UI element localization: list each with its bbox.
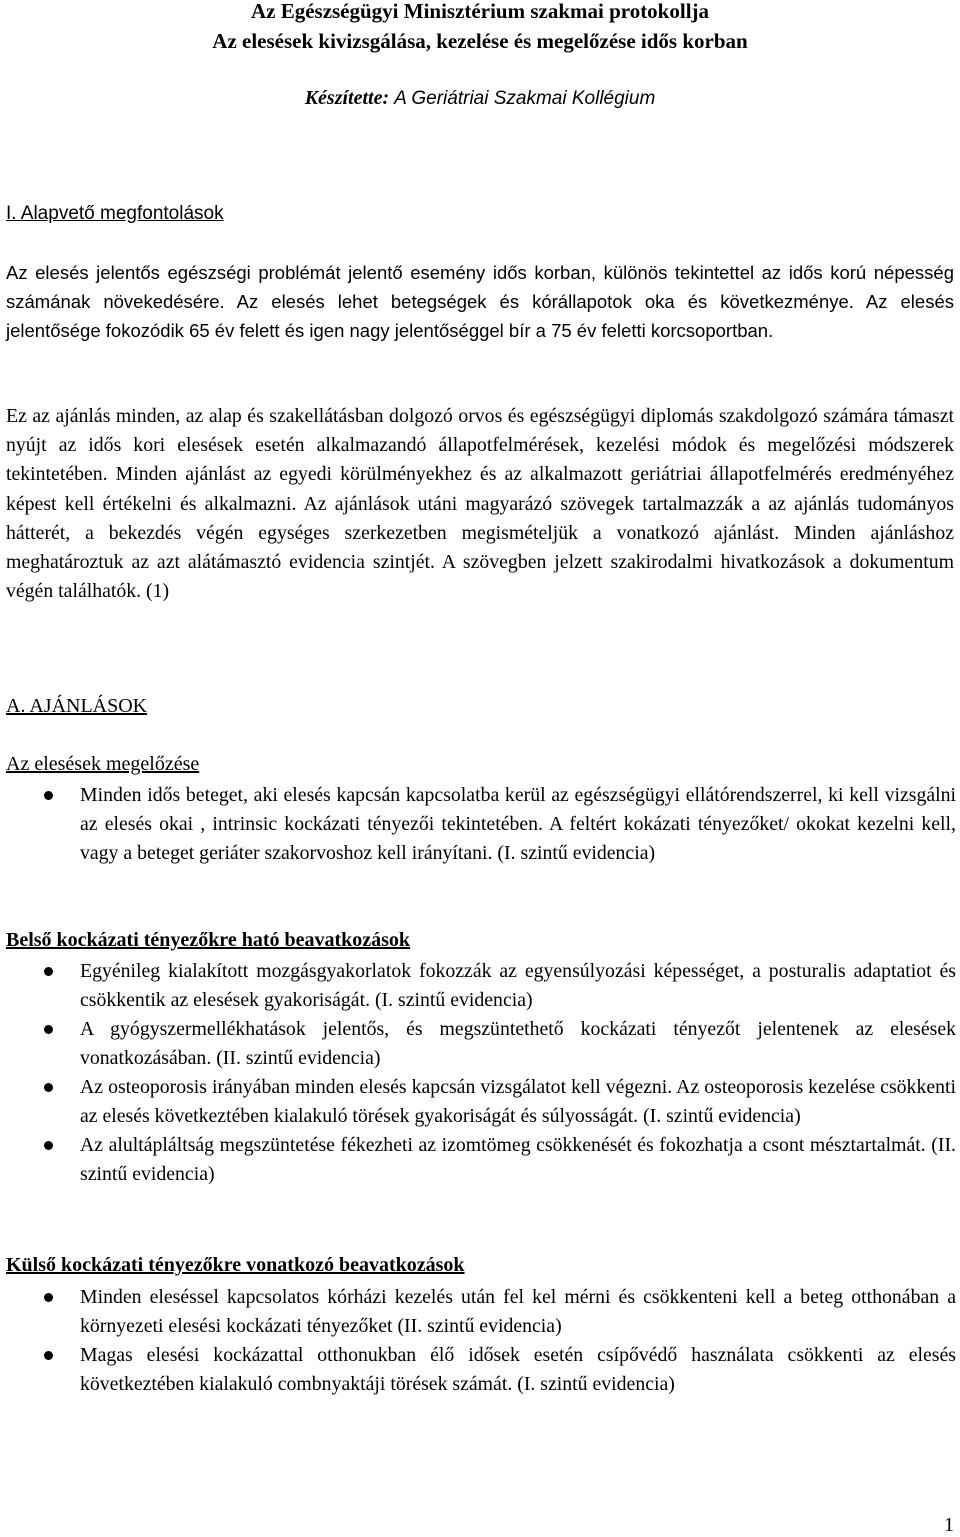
list-item: Minden idős beteget, aki elesés kapcsán kapcsolatba kerül az egészségügyi ellátórendszerrel, ki kell vizsgálni az elesés okai , intrinsic kockázati tényezői tekintetében. A feltért kokázati tényezőket/ okokat kezelni kell, vagy a beteget geriáter szakorvoshoz kell irányítani. (I. szintű evidencia) [80, 781, 956, 868]
list-item: Magas elesési kockázattal otthonukban élő idősek esetén csípővédő használata csökkenti az elesés következtében kialakuló combnyaktáji törések számát. (I. szintű evidencia) [80, 1341, 956, 1399]
document-subtitle: Az elesések kivizsgálása, kezelése és megelőzése idős korban [212, 29, 748, 53]
intro-paragraph: Az elesés jelentős egészségi problémát jelentő esemény idős korban, különös tekintettel az idős korú népesség számának növekedésére. Az elesés lehet betegségek és kórállapotok oka és következménye. Az elesés jelentősége fokozódik 65 év felett és igen nagy jelentőséggel bír a 75 év feletti korcsoportban. [6, 262, 954, 341]
list-item: Egyénileg kialakított mozgásgyakorlatok fokozzák az egyensúlyozási képességet, a posturalis adaptatiot és csökkentik az elesések gyakoriságát. (I. szintű evidencia) [80, 957, 956, 1015]
list-item: Az osteoporosis irányában minden elesés kapcsán vizsgálatot kell végezni. Az osteoporosis kezelése csökkenti az elesés következtében kialakuló törések gyakoriságát és súlyosságát. (I. szintű evidencia) [80, 1073, 956, 1131]
scope-paragraph: Ez az ajánlás minden, az alap és szakellátásban dolgozó orvos és egészségügyi diplomás szakdolgozó számára támaszt nyújt az idős kori elesések esetén alkalmazandó állapotfelmérések, kezelési módok és megelőzési módszerek tekintetében. Minden ajánlást az egyedi körülményekhez és az alkalmazott geriátriai állapotfelmérés eredményéhez képest kell értékelni és alkalmazni. Az ajánlások utáni magyarázó szövegek tartalmazzák a az ajánlás tudományos hátterét, a bekezdés végén egységes szerkezetben megismételjük a vonatkozó ajánlást. Minden ajánláshoz meghatároztuk az azt alátámasztó evidencia szintjét. A szövegben jelzett szakirodalmi hivatkozások a dokumentum végén találhatók. (1) [6, 405, 954, 603]
page-number: 1 [944, 1514, 954, 1536]
subheading-prevention: Az elesések megelőzése [6, 753, 200, 775]
prepared-by-line [0, 84, 960, 113]
external-risk-list [80, 1283, 956, 1399]
list-item: Az alultápláltság megszüntetése fékezheti az izomtömeg csökkenését és fokozhatja a csont mésztartalmát. (II. szintű evidencia) [80, 1131, 956, 1189]
prevention-list [80, 781, 956, 868]
section-heading-basics: I. Alapvető megfontolások [6, 203, 224, 224]
list-item: Minden eleséssel kapcsolatos kórházi kezelés után fel kel mérni és csökkenteni kell a beteg otthonában a környezeti elesési kockázati tényezőket (II. szintű evidencia) [80, 1283, 956, 1341]
prepared-by-label: Készítette: [304, 87, 390, 109]
internal-risk-list [80, 957, 956, 1189]
section-heading-recommendations: A. AJÁNLÁSOK [6, 695, 148, 717]
document-title: Az Egészségügyi Minisztérium szakmai protokollja [250, 0, 710, 23]
subheading-internal-risk: Belső kockázati tényezőkre ható beavatkozások [6, 929, 411, 951]
prepared-by-value: A Geriátriai Szakmai Kollégium [394, 88, 656, 109]
list-item: A gyógyszermellékhatások jelentős, és megszüntethető kockázati tényezőt jelentenek az elesések vonatkozásában. (II. szintű evidencia) [80, 1015, 956, 1073]
subheading-external-risk: Külső kockázati tényezőkre vonatkozó beavatkozások [6, 1254, 465, 1276]
